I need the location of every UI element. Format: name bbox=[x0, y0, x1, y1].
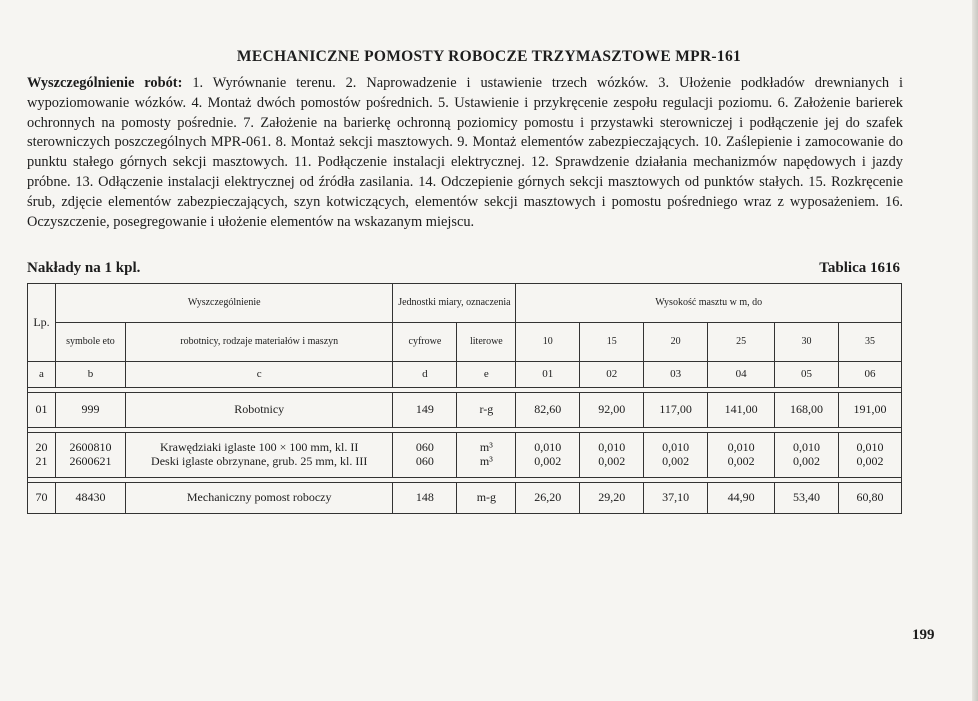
cell-line: 20 bbox=[35, 440, 48, 455]
cell-line: Krawędziaki iglaste 100 × 100 mm, kl. II bbox=[159, 440, 359, 455]
cell-line: 0,010 bbox=[598, 440, 626, 455]
cell-value: 37,10 bbox=[644, 483, 708, 514]
header-wyszczegolnienie: Wyszczególnienie bbox=[55, 284, 392, 323]
cell-name bbox=[125, 433, 393, 478]
cell-name: Robotnicy bbox=[125, 393, 393, 428]
cell-cyfrowe: 148 bbox=[393, 483, 457, 514]
table-number: Tablica 1616 bbox=[819, 260, 900, 276]
header-height: 20 bbox=[644, 323, 708, 362]
cell-value: 168,00 bbox=[775, 393, 839, 428]
cell-line: 0,002 bbox=[534, 454, 562, 468]
cell-value bbox=[580, 433, 644, 478]
index-cell: d bbox=[393, 362, 457, 388]
cell-line: 0,010 bbox=[793, 440, 821, 455]
index-cell: 02 bbox=[580, 362, 644, 388]
index-cell: c bbox=[125, 362, 393, 388]
cell-literowe bbox=[457, 433, 516, 478]
cell-line: 0,002 bbox=[598, 454, 626, 468]
cell-value bbox=[708, 433, 775, 478]
index-cell: 06 bbox=[838, 362, 901, 388]
cell-line: 060 bbox=[415, 454, 434, 468]
cell-cyfrowe: 149 bbox=[393, 393, 457, 428]
index-row bbox=[28, 362, 902, 388]
index-cell: 01 bbox=[516, 362, 580, 388]
page-number: 199 bbox=[912, 627, 935, 643]
index-cell: a bbox=[28, 362, 56, 388]
cell-value: 29,20 bbox=[580, 483, 644, 514]
cell-lp bbox=[28, 433, 56, 478]
norms-table bbox=[27, 283, 902, 514]
header-literowe: literowe bbox=[457, 323, 516, 362]
cell-line: 2600621 bbox=[69, 454, 112, 468]
header-symbole: symbole eto bbox=[55, 323, 125, 362]
cell-value: 82,60 bbox=[516, 393, 580, 428]
cell-value: 26,20 bbox=[516, 483, 580, 514]
table-row bbox=[28, 393, 902, 428]
cell-line: 060 bbox=[415, 440, 434, 455]
index-cell: 04 bbox=[708, 362, 775, 388]
index-cell: 03 bbox=[644, 362, 708, 388]
work-description bbox=[27, 74, 903, 232]
cell-value bbox=[838, 433, 901, 478]
cell-line: 0,010 bbox=[727, 440, 755, 455]
index-cell: 05 bbox=[775, 362, 839, 388]
cell-symbol: 999 bbox=[55, 393, 125, 428]
naklady-label: Nakłady na 1 kpl. bbox=[27, 260, 141, 276]
cell-value: 92,00 bbox=[580, 393, 644, 428]
header-height: 25 bbox=[708, 323, 775, 362]
cell-line: 0,002 bbox=[793, 454, 821, 468]
cell-value: 191,00 bbox=[838, 393, 901, 428]
cell-line: 0,010 bbox=[534, 440, 562, 455]
header-row-2 bbox=[28, 323, 902, 362]
cell-literowe: m-g bbox=[457, 483, 516, 514]
header-height: 15 bbox=[580, 323, 644, 362]
page-edge bbox=[972, 0, 978, 701]
header-cyfrowe: cyfrowe bbox=[393, 323, 457, 362]
cell-cyfrowe bbox=[393, 433, 457, 478]
header-height: 10 bbox=[516, 323, 580, 362]
page-title: MECHANICZNE POMOSTY ROBOCZE TRZYMASZTOWE MPR-161 bbox=[236, 48, 742, 65]
cell-literowe: r-g bbox=[457, 393, 516, 428]
cell-symbol: 48430 bbox=[55, 483, 125, 514]
cell-lp: 01 bbox=[28, 393, 56, 428]
index-cell: e bbox=[457, 362, 516, 388]
cell-value: 117,00 bbox=[644, 393, 708, 428]
cell-line: 2600810 bbox=[69, 440, 112, 455]
cell-line: m³ bbox=[479, 454, 493, 468]
cell-line: 0,010 bbox=[856, 440, 884, 455]
index-cell: b bbox=[55, 362, 125, 388]
cell-line: 0,002 bbox=[662, 454, 690, 468]
cell-line: m³ bbox=[479, 440, 493, 455]
cell-line: 21 bbox=[35, 454, 48, 468]
cell-value: 53,40 bbox=[775, 483, 839, 514]
header-robotnicy: robotnicy, rodzaje materiałów i maszyn bbox=[125, 323, 393, 362]
table-row bbox=[28, 483, 902, 514]
cell-line: 0,002 bbox=[856, 454, 884, 468]
header-row-1 bbox=[28, 284, 902, 323]
cell-line: Deski iglaste obrzynane, grub. 25 mm, kl. III bbox=[151, 454, 368, 468]
header-jednostki: Jednostki miary, oznaczenia bbox=[393, 284, 516, 323]
description-label: Wyszczególnienie robót: bbox=[27, 75, 183, 91]
cell-name: Mechaniczny pomost roboczy bbox=[125, 483, 393, 514]
header-height: 35 bbox=[838, 323, 901, 362]
cell-value: 141,00 bbox=[708, 393, 775, 428]
cell-value: 60,80 bbox=[838, 483, 901, 514]
cell-value: 44,90 bbox=[708, 483, 775, 514]
cell-line: 0,002 bbox=[727, 454, 755, 468]
description-text: 1. Wyrównanie terenu. 2. Naprowadzenie i ustawienie trzech wózków. 3. Ułożenie podkładów drewnianych i wypoziomowanie wózków. 4. Montaż dwóch pomostów pośrednich. 5. Ustawienie i przykręcenie zespołu regulacji poziomu. 6. Założenie barierek ochronnych na pomosty pośrednie. 7. Założenie na barierkę ochronną poziomicy pomostu i przystawki sterowniczej i podłączenie jej do szafek sterowniczych poszczególnych MPR-061. 8. Montaż sekcji masztowych. 9. Montaż elementów zabezpieczających. 10. Zaślepienie i zamocowanie do punktu stałego górnych sekcji masztowych. 11. Podłączenie instalacji elektrycznej. 12. Sprawdzenie działania mechanizmów napędowych i jazdy próbne. 13. Odłączenie instalacji elektrycznej od źródła zasilania. 14. Odczepienie górnych sekcji masztowych od punktów stałych. 15. Rozkręcenie śrub, zdjęcie elementów zabezpieczających, szyn kotwiczących, elementów sekcji masztowych i pomostu pośredniego wraz z wyposażeniem. 16. Oczyszczenie, posegregowanie i ułożenie elementów na wskazanym miejscu. bbox=[27, 75, 903, 230]
cell-value bbox=[644, 433, 708, 478]
table-row bbox=[28, 433, 902, 478]
cell-value bbox=[516, 433, 580, 478]
cell-value bbox=[775, 433, 839, 478]
cell-line: 0,010 bbox=[662, 440, 690, 455]
cell-symbol bbox=[55, 433, 125, 478]
header-wysokosc: Wysokość masztu w m, do bbox=[516, 284, 902, 323]
cell-lp: 70 bbox=[28, 483, 56, 514]
header-lp: Lp. bbox=[28, 284, 56, 362]
header-height: 30 bbox=[775, 323, 839, 362]
